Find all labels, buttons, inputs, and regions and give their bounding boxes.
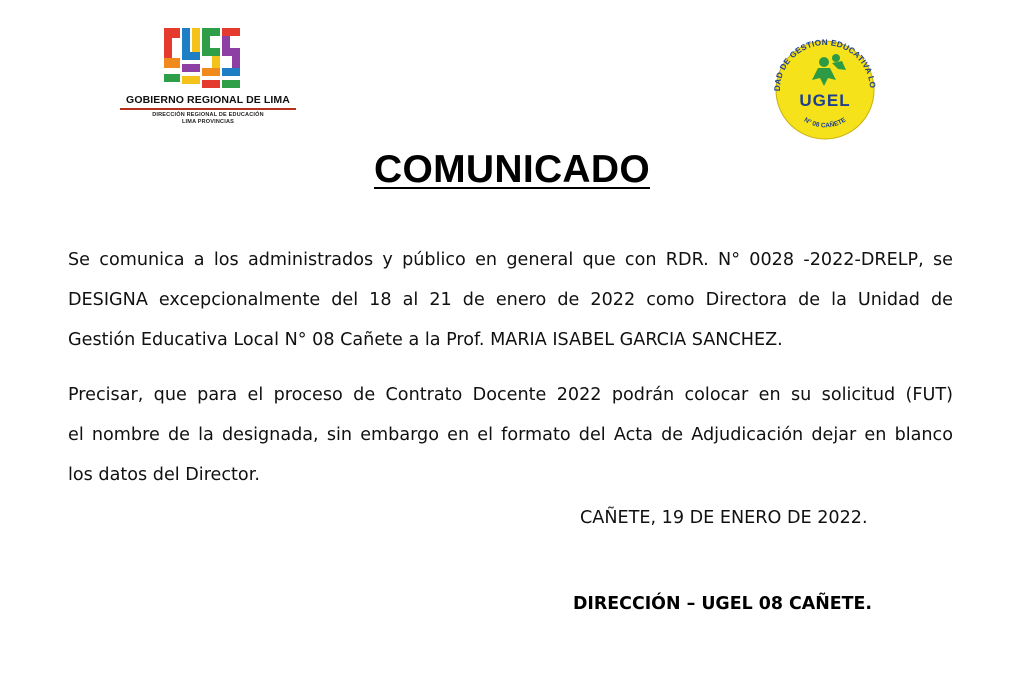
- paragraph-line: DESIGNA excepcionalmente del 18 al 21 de enero de 2022 como Directora de la Unidad de: [68, 290, 953, 310]
- paragraph-line: los datos del Director.: [68, 465, 260, 485]
- paragraph-line: el nombre de la designada, sin embargo en el formato del Acta de Adjudicación dejar en blanco: [68, 425, 953, 445]
- document-heading: COMUNICADO: [374, 148, 650, 191]
- document-signature: DIRECCIÓN – UGEL 08 CAÑETE.: [573, 594, 872, 614]
- document-date: CAÑETE, 19 DE ENERO DE 2022.: [580, 508, 868, 528]
- regional-emblem-icon: [162, 24, 254, 92]
- svg-text:N° 08 CAÑETE: N° 08 CAÑETE: [802, 116, 848, 130]
- paragraph-line: Gestión Educativa Local N° 08 Cañete a la Prof. MARIA ISABEL GARCIA SANCHEZ.: [68, 330, 783, 350]
- paragraph-line: Se comunica a los administrados y público en general que con RDR. N° 0028 -2022-DRELP, se: [68, 250, 953, 270]
- ugel-seal-icon: [766, 36, 884, 140]
- paragraph-designation: [68, 240, 953, 360]
- svg-text:UNIDAD DE GESTION EDUCATIVA LO: DAD DE GESTION EDUCATIVA LO: [772, 37, 878, 92]
- logo-title: GOBIERNO REGIONAL DE LIMA: [126, 94, 290, 106]
- paragraph-instructions: [68, 375, 953, 495]
- logo-divider: [120, 108, 296, 110]
- gobierno-regional-logo: [118, 20, 298, 140]
- logo-subtitle-line2: LIMA PROVINCIAS: [182, 119, 234, 125]
- logo-subtitle-line1: DIRECCIÓN REGIONAL DE EDUCACIÓN: [152, 112, 264, 118]
- svg-text:UGEL: UGEL: [799, 91, 851, 110]
- paragraph-line: Precisar, que para el proceso de Contrato Docente 2022 podrán colocar en su solicitud (FUT): [68, 385, 953, 405]
- ugel-seal-logo: [766, 36, 884, 140]
